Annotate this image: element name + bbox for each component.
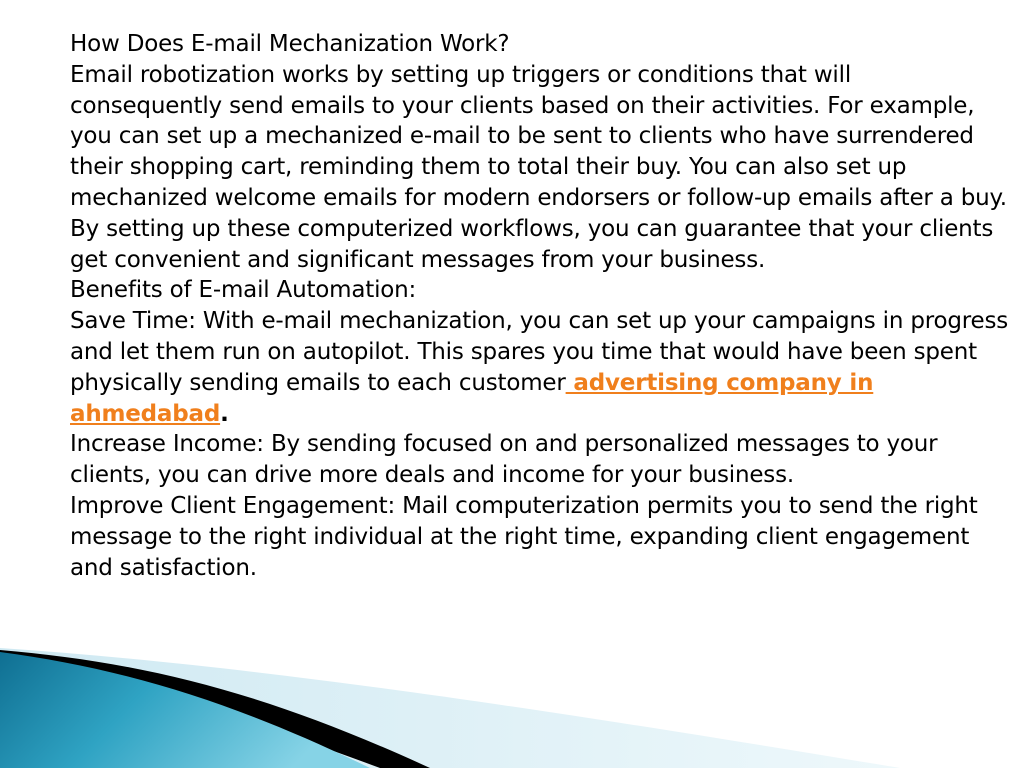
link-trailing-period: . (220, 400, 229, 427)
benefits-heading: Benefits of E-mail Automation: (70, 277, 417, 304)
increase-income-paragraph: Increase Income: By sending focused on and personalized messages to your clients, you can drive more deals and income for your business. (70, 431, 938, 489)
advertising-company-link[interactable]: advertising company in ahmedabad (70, 369, 874, 427)
improve-engagement-paragraph: Improve Client Engagement: Mail computerization permits you to send the right message to the right individual at the right time, expanding client engagement and satisfaction. (70, 492, 978, 581)
intro-paragraph: Email robotization works by setting up triggers or conditions that will consequently send emails to your clients based on their activities. For example, you can set up a mechanized e-mail to be sent to clients who have surrendered their shopping cart, reminding them to total their buy. You can also set up mechanized welcome emails for modern endorsers or follow-up emails after a buy. By setting up these computerized workflows, you can guarantee that your clients get convenient and significant messages from your business. (70, 61, 1007, 273)
save-time-text: Save Time: With e-mail mechanization, you can set up your campaigns in progress and let them run on autopilot. This spares you time that would have been spent physically sending emails to each customer (70, 308, 1009, 396)
article-heading: How Does E-mail Mechanization Work? (70, 31, 510, 57)
